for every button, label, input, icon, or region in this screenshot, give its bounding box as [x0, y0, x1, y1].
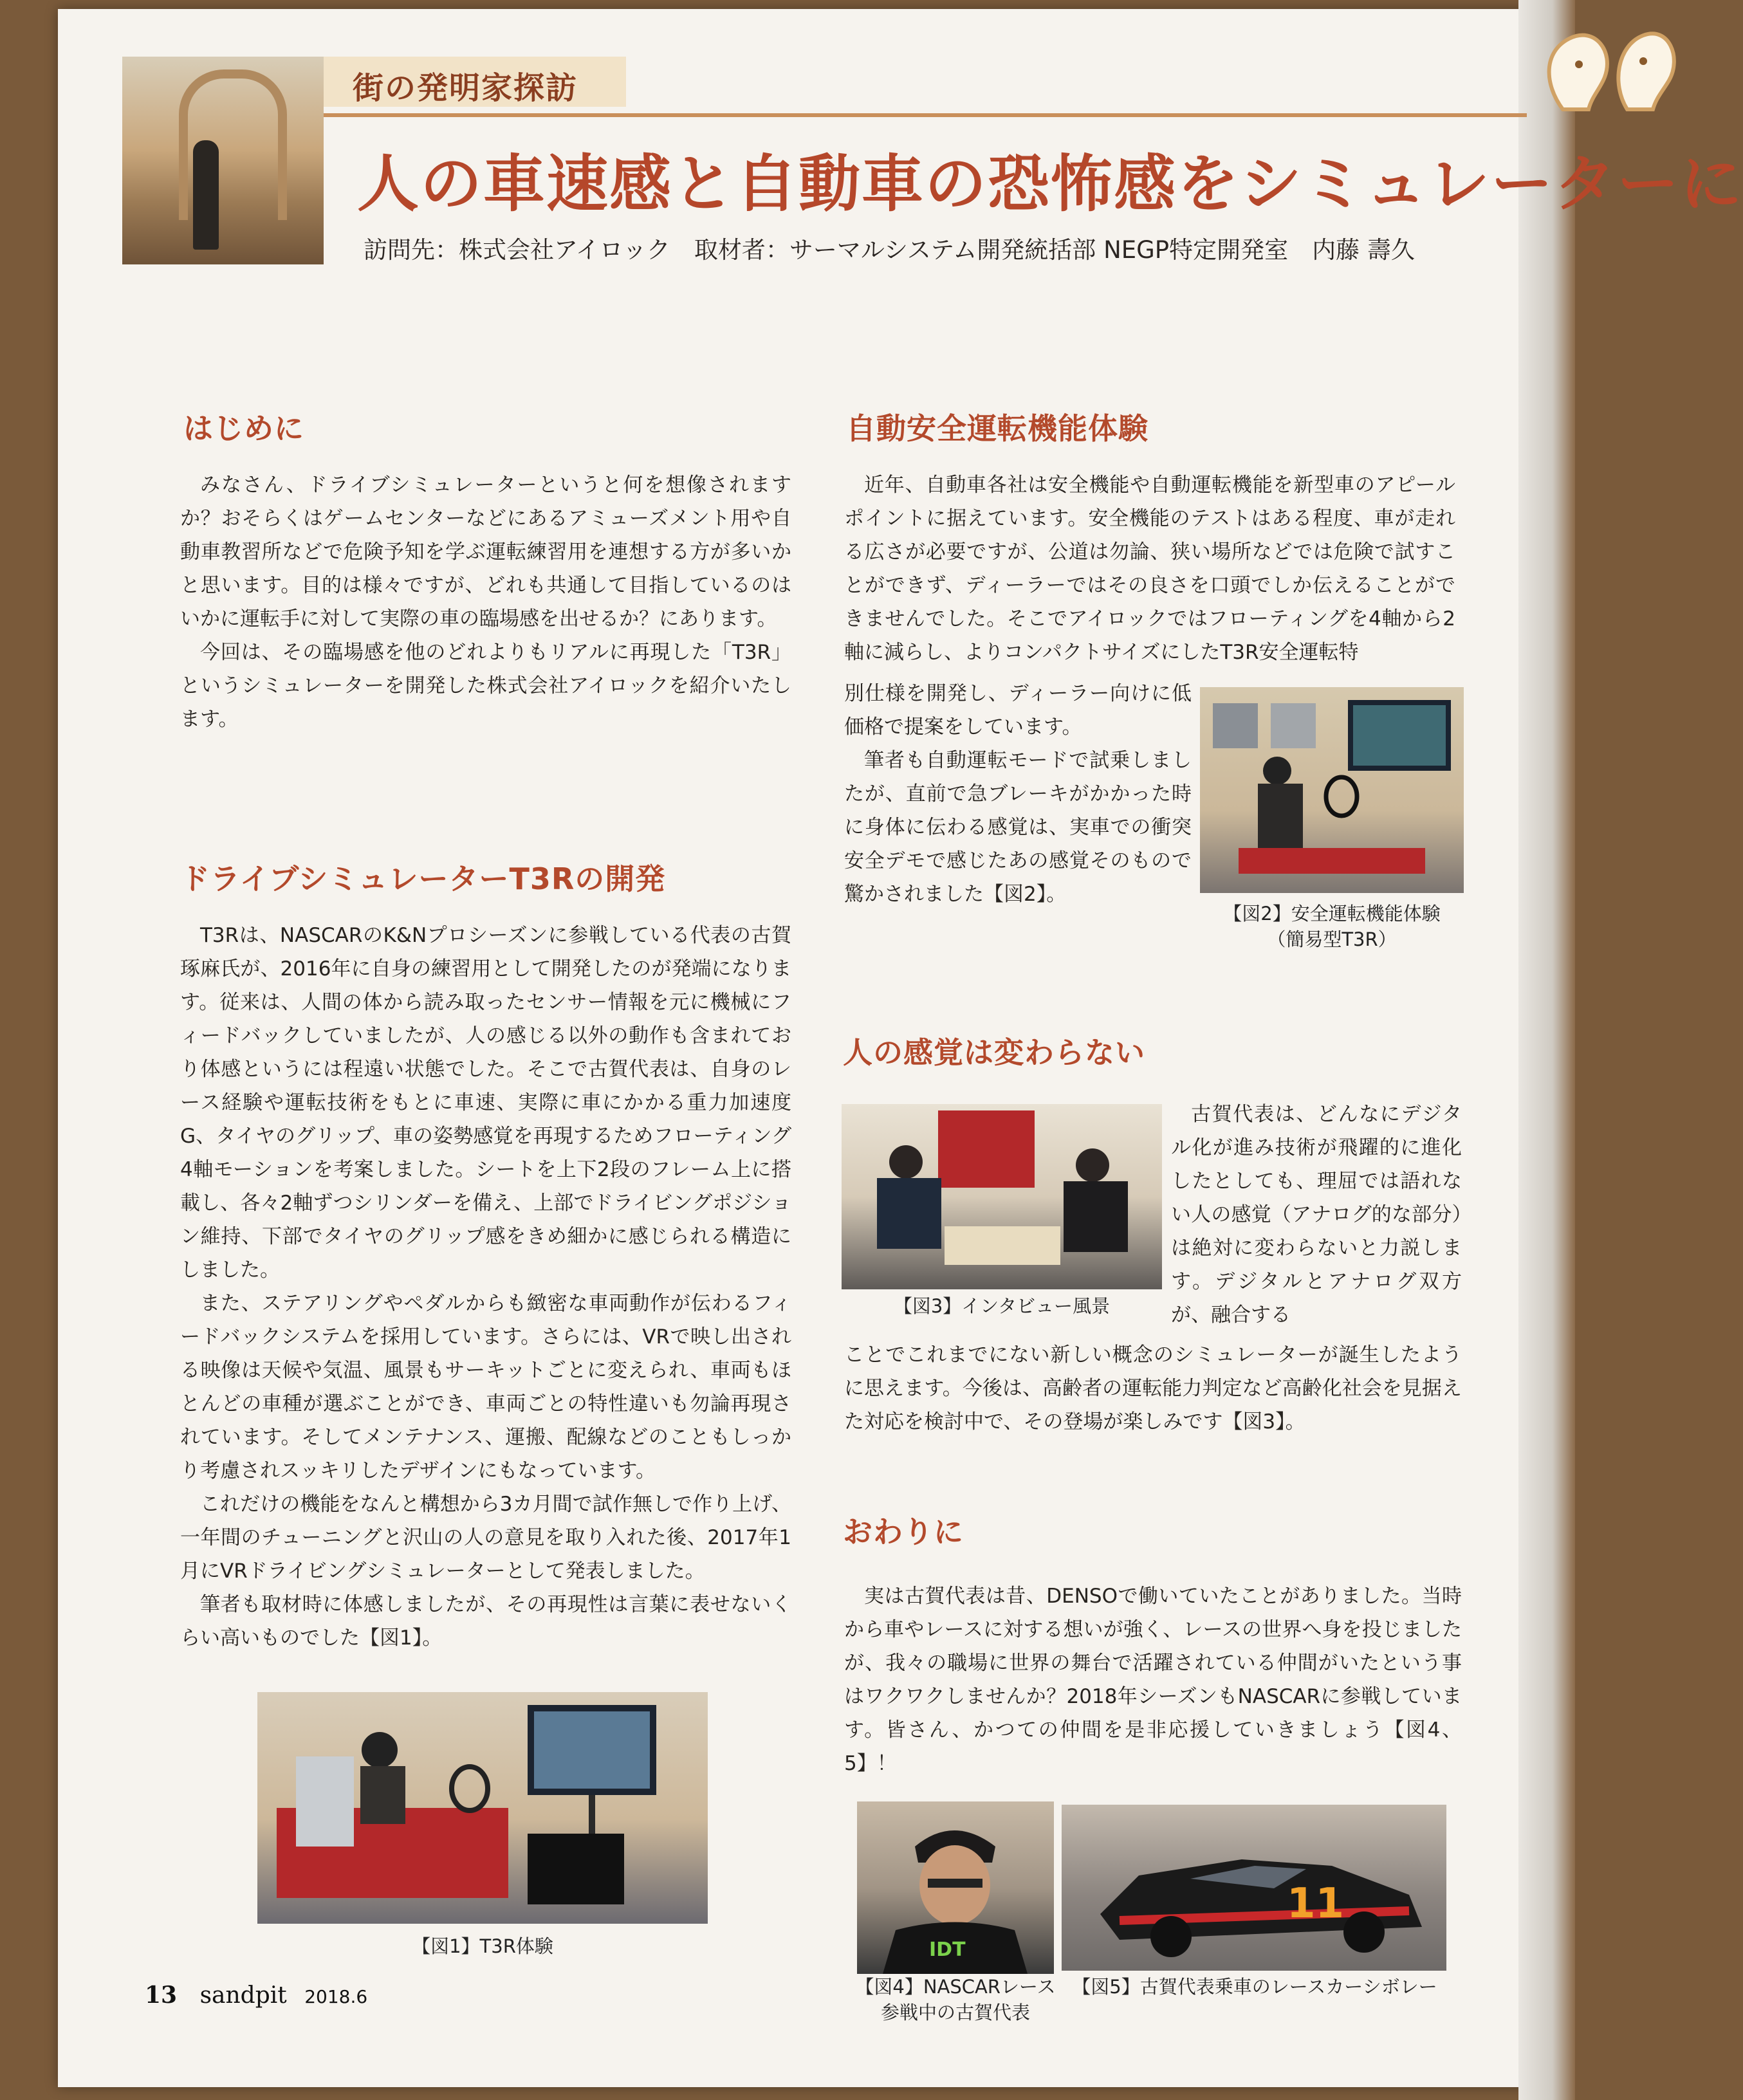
figure-2-photo [1200, 687, 1464, 893]
driver-illustration [857, 1801, 1054, 1974]
heading-safety: 自動安全運転機能体験 [846, 411, 1148, 446]
figure-4-photo [857, 1801, 1054, 1974]
magazine-name: sandpit [199, 1982, 287, 2009]
intro-body [180, 468, 791, 736]
dev-paragraph-4: 筆者も取材時に体感しましたが、その再現性は言葉に表せないくらい高いものでした【図1】。 [180, 1593, 791, 1650]
safety-paragraph-2: 筆者も自動運転モードで試乗しましたが、直前で急ブレーキがかかった時に身体に伝わる感覚は、実車での衝突安全デモで感じたあの感覚そのもので驚かされました【図2】。 [844, 749, 1192, 906]
figure-3-caption: 【図3】インタビュー風景 [893, 1295, 1111, 1317]
figure-4-caption [843, 1974, 1068, 2025]
figure-1-photo [257, 1692, 708, 1924]
race-car-illustration [1062, 1805, 1446, 1971]
header-photo [122, 57, 324, 264]
page-footer [145, 1982, 367, 2009]
dev-paragraph-2: また、ステアリングやペダルからも緻密な車両動作が伝わるフィードバックシステムを採用しています。さらには、VRで映し出される映像は天候や気温、風景もサーキットごとに変えられ、車両もほとんどの車種が選ぶことができ、車両ごとの特性違いも勿論再現されています。そしてメンテナンス、運搬、配線などのこともしっかり考慮されスッキリしたデザインにもなっています。 [180, 1292, 791, 1482]
article-title: 人の車速感と自動車の恐怖感をシミュレーターに [357, 147, 1743, 220]
series-label: 街の発明家探訪 [353, 70, 578, 106]
sense-paragraph-1b: ことでこれまでにない新しい概念のシミュレーターが誕生したように思えます。今後は、高齢者の運転能力判定など高齢化社会を見据えた対応を検討中で、その登場が楽しみです【図3】。 [844, 1343, 1462, 1433]
safety-paragraph-1b: 別仕様を開発し、ディーラー向けに低価格で提案をしています。 [844, 682, 1192, 739]
end-body [844, 1580, 1462, 1780]
suit-logo-text: IDT [929, 1939, 966, 1961]
dev-body [180, 919, 791, 1655]
heading-end: おわりに [843, 1515, 964, 1549]
figure-3-photo [842, 1104, 1162, 1289]
sense-body-2 [844, 1338, 1462, 1439]
lightbulb-decoration-icon [1537, 13, 1685, 122]
heading-dev: ドライブシミュレーターT3Rの開発 [180, 861, 666, 896]
intro-paragraph-1: みなさん、ドライブシミュレーターというと何を想像されますか？おそらくはゲームセンターなどにあるアミューズメント用や自動車教習所などで危険予知を学ぶ運転練習用を連想する方が多いかと思います。目的は様々ですが、どれも共通して目指しているのはいかに運転手に対して実際の車の臨場感を出せるか？にあります。 [180, 474, 791, 631]
figure-1-caption: 【図1】T3R体験 [412, 1935, 553, 1957]
figure-5-photo [1062, 1805, 1446, 1971]
car-number-text: 11 [1287, 1880, 1345, 1928]
figure-5-caption: 【図5】古賀代表乗車のレースカーシボレー [1072, 1976, 1437, 1998]
sense-body-1 [1171, 1098, 1462, 1332]
header-rule [324, 113, 1527, 117]
figure-2-caption-line2: （簡易型T3R） [1267, 928, 1397, 950]
simulator-illustration [257, 1692, 708, 1924]
figure-4-caption-line2: 参戦中の古賀代表 [880, 2002, 1030, 2023]
figure-2-caption-line1: 【図2】安全運転機能体験 [1223, 903, 1441, 925]
figure-4-caption-line1: 【図4】NASCARレース [855, 1976, 1056, 1998]
safety-body-2 [844, 677, 1192, 911]
heading-sense: 人の感覚は変わらない [843, 1035, 1145, 1070]
page-edge [1518, 0, 1575, 2100]
figure-2-caption [1194, 901, 1470, 952]
issue-date: 2018.6 [304, 1986, 368, 2007]
safety-paragraph-1: 近年、自動車各社は安全機能や自動運転機能を新型車のアピールポイントに据えています。安全機能のテストはある程度、車が走れる広さが必要ですが、公道は勿論、狭い場所などでは危険で試すことができず、ディーラーではその良さを口頭でしか伝えることができませんでした。そこでアイロックではフローティングを4軸から2軸に減らし、よりコンパクトサイズにしたT3R安全運転特 [844, 474, 1455, 664]
compact-simulator-illustration [1200, 687, 1464, 893]
heading-intro: はじめに [183, 411, 304, 446]
page-number: 13 [145, 1982, 178, 2009]
dev-paragraph-3: これだけの機能をなんと構想から3カ月間で試作無しで作り上げ、一年間のチューニングと沢山の人の意見を取り入れた後、2017年1月にVRドライビングシミュレーターとして発表しました。 [180, 1493, 791, 1583]
person-silhouette [193, 140, 219, 250]
end-paragraph-1: 実は古賀代表は昔、DENSOで働いていたことがありました。当時から車やレースに対する想いが強く、レースの世界へ身を投じましたが、我々の職場に世界の舞台で活躍されている仲間がいたという事はワクワクしませんか？2018年シーズンもNASCARに参戦しています。皆さん、かつての仲間を是非応援していきましょう【図4、5】！ [844, 1585, 1462, 1775]
interview-illustration [842, 1104, 1162, 1289]
safety-body-1 [844, 468, 1455, 669]
sense-paragraph-1a: 古賀代表は、どんなにデジタル化が進み技術が飛躍的に進化したとしても、理屈では語れない人の感覚（アナログ的な部分）は絶対に変わらないと力説します。デジタルとアナログ双方が、融合する [1171, 1103, 1462, 1327]
intro-paragraph-2: 今回は、その臨場感を他のどれよりもリアルに再現した「T3R」というシミュレーターを開発した株式会社アイロックを紹介いたします。 [180, 641, 791, 731]
article-meta: 訪問先：株式会社アイロック 取材者：サーマルシステム開発統括部 NEGP特定開発室 内藤 壽久 [364, 236, 1415, 264]
dev-paragraph-1: T3Rは、NASCARのK&Nプロシーズンに参戦している代表の古賀琢麻氏が、2016年に自身の練習用として開発したのが発端になります。従来は、人間の体から読み取ったセンサー情報を元に機械にフィードバックしていましたが、人の感じる以外の動作も含まれており体感というには程遠い状態でした。そこで古賀代表は、自身のレース経験や運転技術をもとに車速、実際に車にかかる重力加速度G、タイヤのグリップ、車の姿勢感覚を再現するためフローティング4軸モーションを考案しました。シートを上下2段のフレーム上に搭載し、各々2軸ずつシリンダーを備え、上部でドライビングポジション維持、下部でタイヤのグリップ感をきめ細かに感じられる構造にしました。 [180, 924, 791, 1282]
